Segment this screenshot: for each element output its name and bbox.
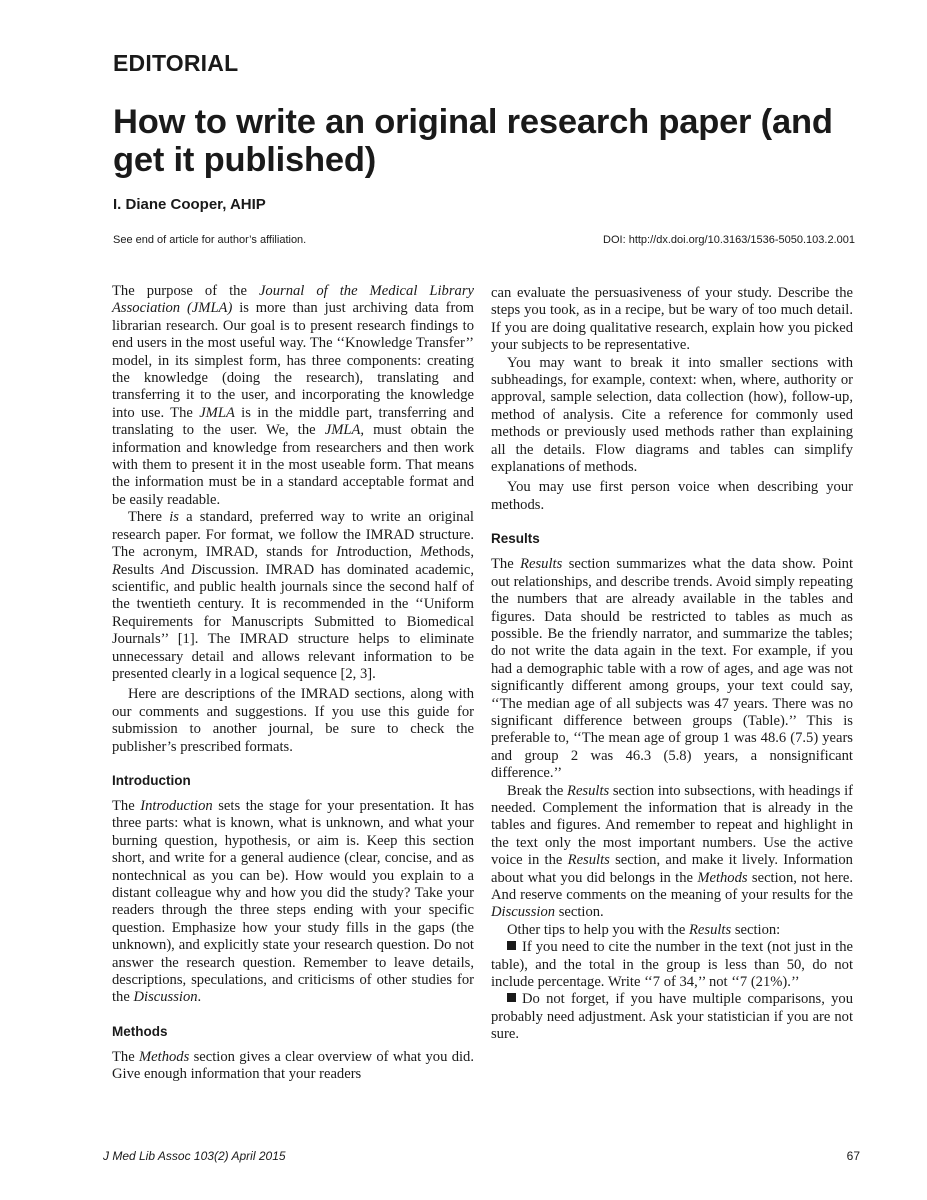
text-run: section, not here. And reserve comments on the meaning of your results for the [491,869,853,903]
methods-paragraph-1-cont [491,285,853,355]
text-run: The [491,556,521,573]
page-number: 67 [846,1149,860,1163]
text-run: section. [555,904,604,921]
text-run: ethods, [432,544,474,561]
text-run: must obtain the information and knowledge from researchers and then work with them to present it in the most useable form. That means the information must be in a standard acceptable format and be easily readable. [112,422,474,508]
article-title: How to write an original research paper (and get it published) [113,103,833,179]
italic-run: JMLA, [324,422,365,439]
text-run: esults [120,561,161,578]
text-run: section summarizes what the data show. Point out relationships, and describe trends. Avoid simply repeating the numbers that are already available in the tables and figures. Data should be restricted to tables as much as possible. Be the friendly narrator, and summarize the tables; do not write the data again in the text. For example, if you had a demographic table with a row of ages, and age was not significantly different among groups, your text could say, ‘‘The median age of all subjects was 47 years. There was no significant difference between groups (Table).’’ This is preferable to, ‘‘The mean age of group 1 was 48.6 (7.5) years and group 2 was 46.3 (5.8) years, a nonsignificant difference.’’ [491,556,854,782]
methods-paragraph-2: You may want to break it into smaller sections with subheadings, for example, context: when, where, authority or approval, sample selection, data collection (how), follow-up, method of analysis. Cite a reference for commonly used methods or previously used methods rather than explaining all the details. Flow diagrams and tables can simplify explanations of methods. [491,354,853,476]
methods-heading: Methods [112,1023,168,1039]
italic-run: Methods [139,1048,190,1065]
text-run: ntroduction, [340,544,421,561]
introduction-heading: Introduction [112,772,191,788]
italic-run: I [336,544,341,561]
italic-run: M [420,544,433,561]
methods-paragraph-3: You may use first person voice when describing your methods. [491,479,853,513]
bullet-text: If you need to cite the number in the text (not just in the table), and the total in the group is less than 50, do not include percentage. Write ‘‘7 of 34,’’ not ‘‘7 (21%).’’ [491,939,853,991]
text-run: Break the [507,782,568,799]
intro-paragraph-2 [112,509,474,683]
text-run: There [128,509,170,526]
italic-run: R [112,561,121,578]
bullet-square-icon [507,993,516,1002]
results-bullet-2 [491,991,853,1043]
italic-run: Discussion [133,989,198,1006]
italic-run: Introduction [140,797,213,814]
text-run: is in the middle part, transferring and translating to the user. We, the [112,404,474,439]
text-run: can evaluate the persuasiveness of your study. Describe the steps you took, as in a recipe, but be wary of too much detail. If you are doing qualitative research, explain how you picked your subjects to be representative. [491,285,853,354]
italic-run: JMLA [199,404,235,421]
text-run: nd [169,561,192,578]
intro-paragraph-3: Here are descriptions of the IMRAD sections, along with our comments and suggestions. If you use this guide for submission to another journal, be sure to check the publisher’s prescribed formats. [112,686,474,755]
text-run: is more than just archiving data from librarian research. Our goal is to present research findings to end users in the most useful way. The ‘‘Knowledge Transfer’’ model, in its simplest form, has three components: creating the knowledge (doing the research), translating and transferring it to the user, and incorporating the knowledge into use. The [112,300,474,421]
text-run: sets the stage for your presentation. It has three parts: what is known, what is unknown, and what your burning question, hypothesis, or aim is. Keep this section short, and write for a general audience (clear, concise, and as nontechnical as you can be). How would you explain to a distant colleague why and how you did the study? Take your readers through the three steps ending with your specific question. Emphasize how your study fills in the gaps (the unknown), and explicitly state your research question. Do not answer the research question. Remember to leave details, descriptions, speculations, and criticisms of other studies for the [112,797,475,1006]
introduction-paragraph [112,798,474,1007]
text-run: section gives a clear overview of what you did. Give enough information that your readers [112,1048,474,1083]
italic-run: Journal of the Medical Library Association (JMLA) [112,283,474,317]
left-column [112,283,474,1084]
right-column [491,285,853,1044]
text-run: Other tips to help you with the [507,921,689,938]
bullet-text: Do not forget, if you have multiple comparisons, you probably need adjustment. Ask your statistician if you are not sure. [491,991,853,1043]
text-run: section, and make it lively. Information about what you did belongs in the [491,852,853,886]
results-paragraph-2 [491,783,853,922]
results-paragraph-1 [491,556,853,782]
doi-link[interactable]: DOI: http://dx.doi.org/10.3163/1536-5050.103.2.001 [603,234,855,246]
results-bullet-1 [491,939,853,991]
italic-run: Results [567,852,610,869]
text-run: a standard, preferred way to write an original research paper. For format, we follow the IMRAD structure. The acronym, IMRAD, stands for [112,509,474,561]
journal-citation: J Med Lib Assoc 103(2) April 2015 [103,1149,286,1163]
intro-paragraph-1 [112,283,474,509]
author-name: I. Diane Cooper, AHIP [113,196,266,213]
italic-run: A [160,561,170,578]
italic-run: Methods [697,869,748,886]
results-paragraph-3 [491,922,853,939]
text-run: section: [731,921,781,938]
bullet-square-icon [507,941,516,950]
text-run: section into subsections, with headings if needed. Complement the information that is already in the tables and figures. And remember to repeat and highlight in the text only the most important numbers. Use the active voice in the [491,782,853,869]
text-run: . [197,989,202,1006]
affiliation-note: See end of article for author’s affiliation. [113,234,307,246]
text-run: The [112,1048,139,1065]
italic-run: is [169,509,179,526]
italic-run: Results [689,921,732,938]
italic-run: Results [520,556,563,573]
text-run: The purpose of the [112,283,259,299]
text-run: The [112,797,141,814]
italic-run: Results [567,782,610,799]
section-label: EDITORIAL [113,50,239,76]
results-heading: Results [491,531,540,547]
methods-paragraph-1-start [112,1049,474,1084]
italic-run: Discussion [491,904,556,921]
italic-run: D [191,561,202,578]
text-run: iscussion. IMRAD has dominated academic, scientific, and public health journals since the second half of the twentieth century. It is recommended in the ‘‘Uniform Requirements for Manuscripts Submitted to Biomedical Journals’’ [1]. The IMRAD structure helps to eliminate unnecessary detail and allows relevant information to be presented clearly in a logical sequence [2, 3]. [112,561,475,682]
